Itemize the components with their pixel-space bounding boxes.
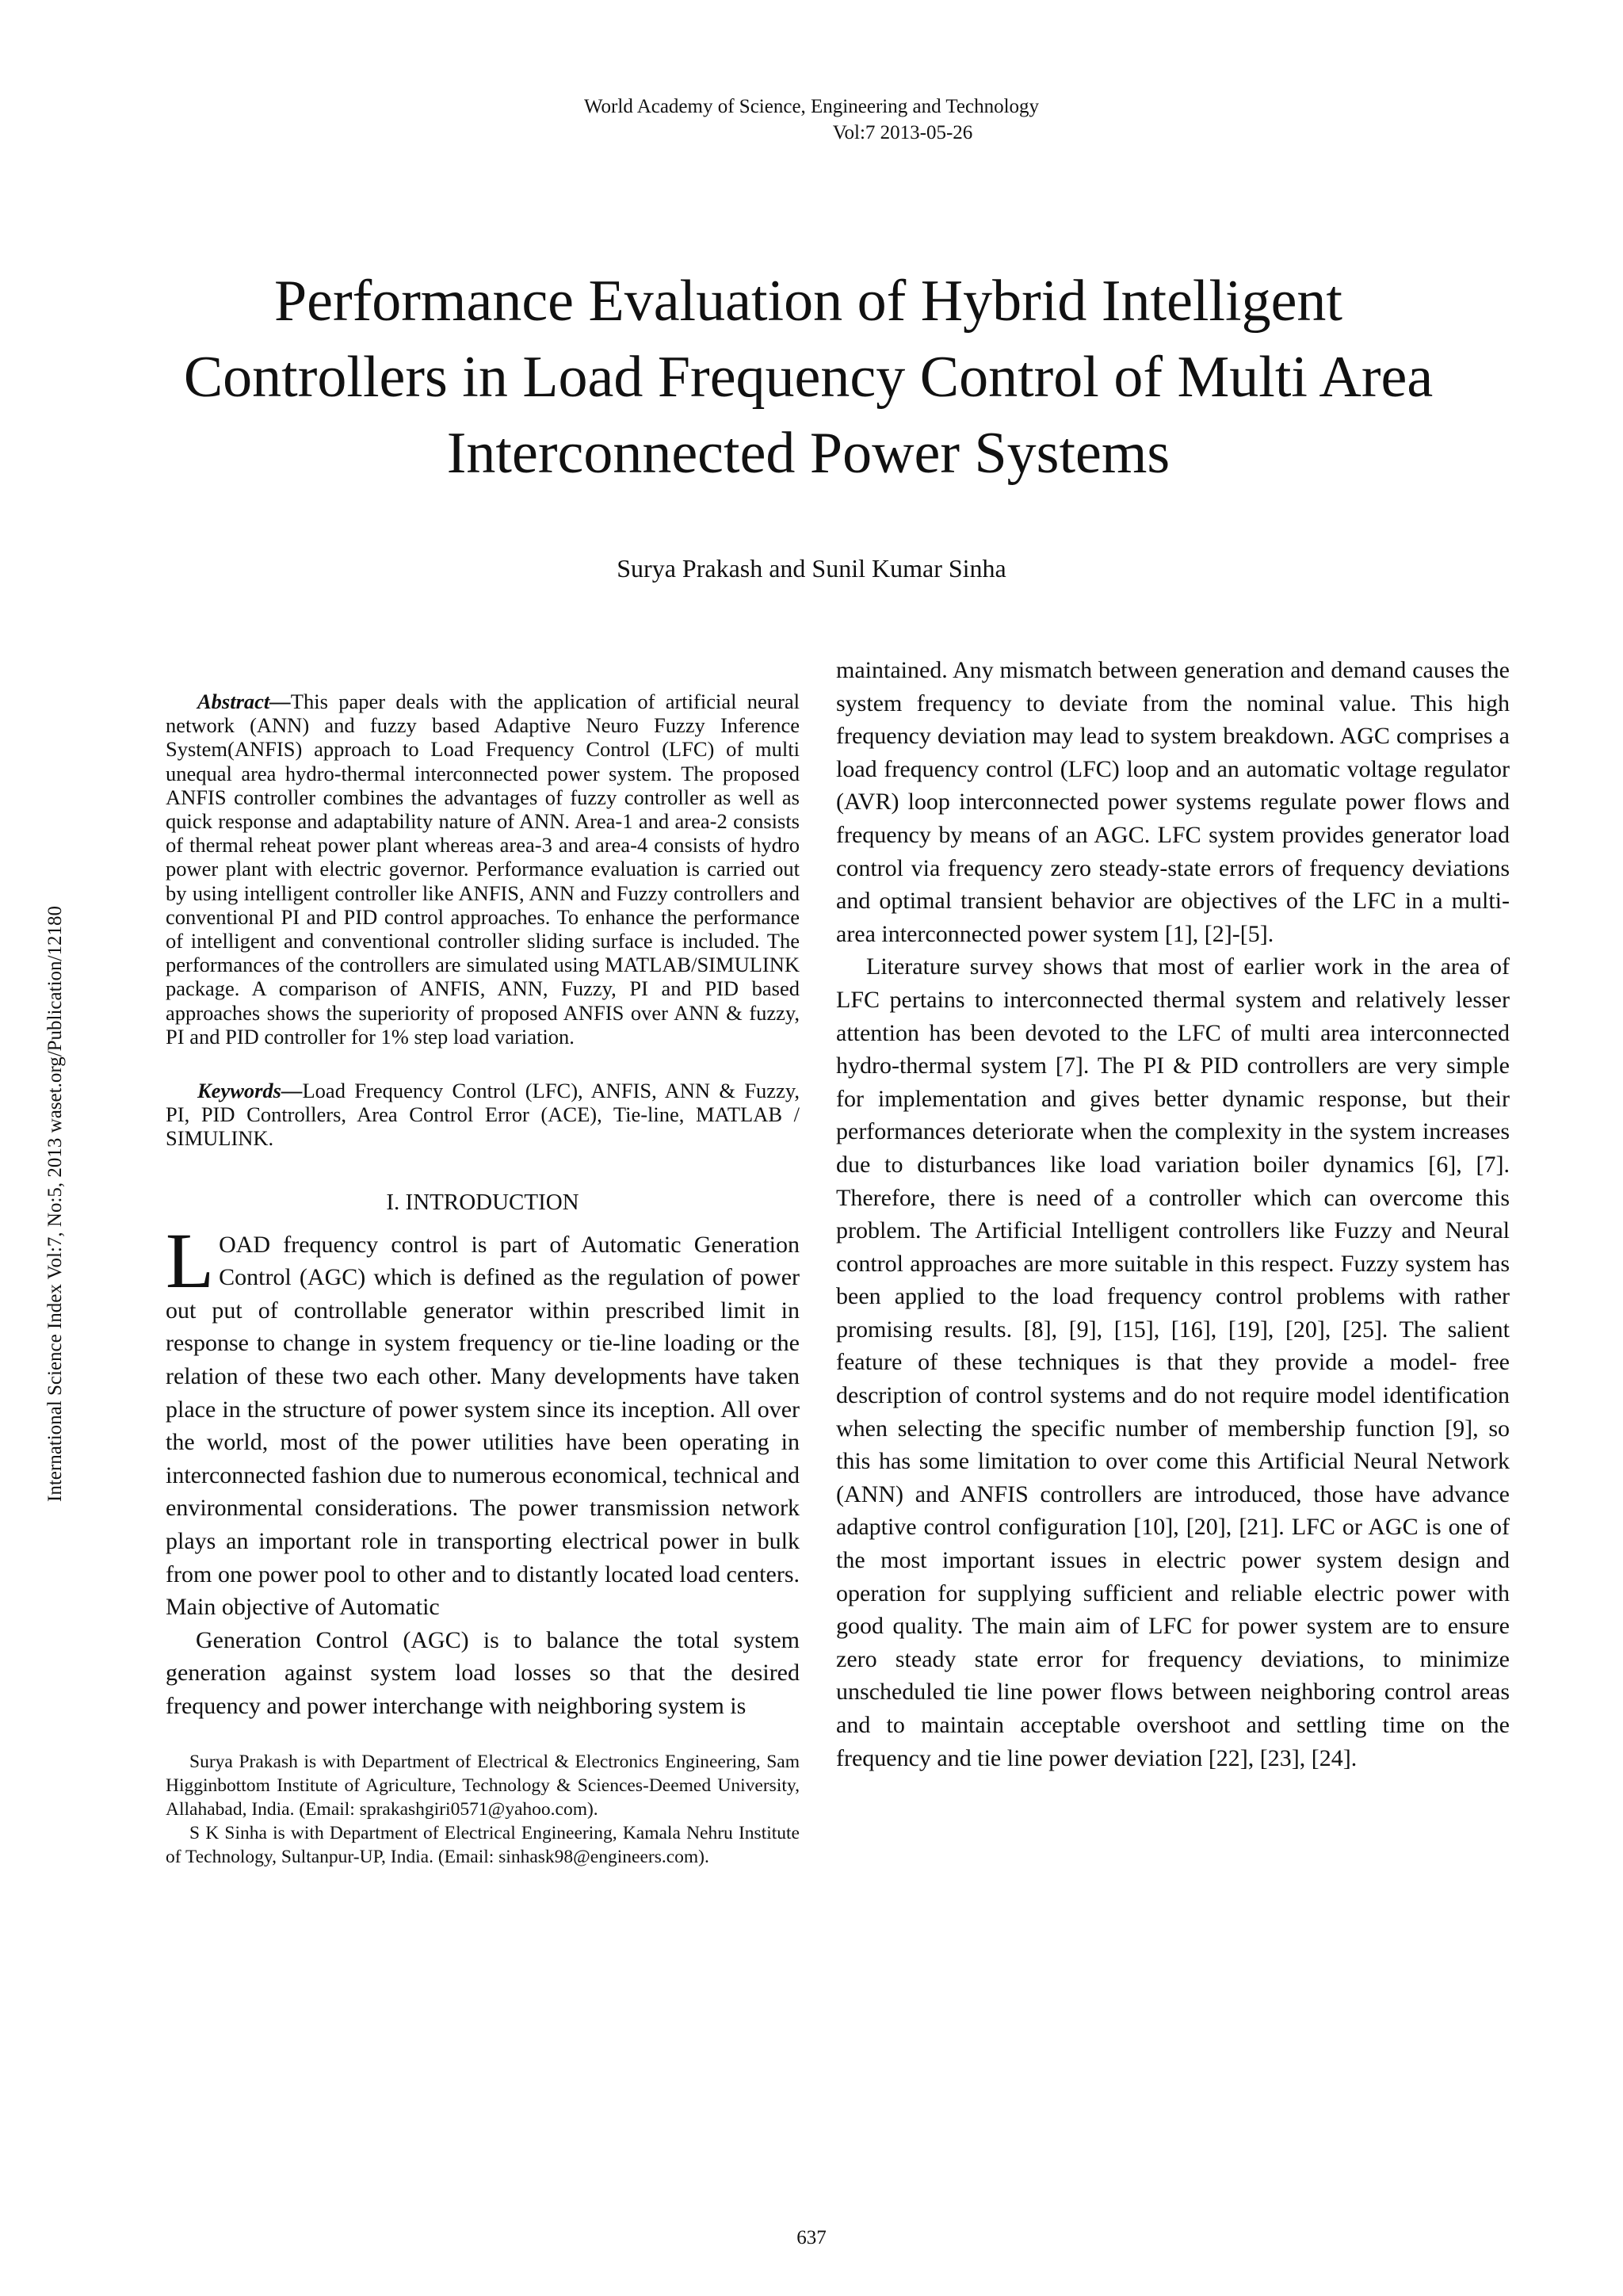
side-index-note: International Science Index Vol:7, No:5, 2013 waset.org/Publication/12180: [44, 906, 66, 1502]
keywords-label: Keywords: [197, 1079, 281, 1103]
right-paragraph-2: Literature survey shows that most of earlier work in the area of LFC pertains to interconnected thermal system and relatively lesser attention has been devoted to the LFC of multi area interconnected hydro-thermal system [7]. The PI & PID controllers are very simple for implementation and gives better dynamic response, but their performances deteriorate when the complexity in the system increases due to disturbances like load variation boiler dynamics [6], [7]. Therefore, there is need of a controller which can overcome this problem. The Artificial Intelligent controllers like Fuzzy and Neural control approaches are more suitable in this respect. Fuzzy system has been applied to the load frequency control problems with rather promising results. [8], [9], [15], [16], [19], [20], [25]. The salient feature of these techniques is that they provide a model- free description of control systems and do not require model identification when selecting the specific number of membership function [9], so this has some limitation to over come this Artificial Neural Network (ANN) and ANFIS controllers are introduced, those have advance adaptive control configuration [10], [20], [21]. LFC or AGC is one of the most important issues in electric power system design and operation for supplying sufficient and reliable electric power with good quality. The main aim of LFC for power system are to ensure zero steady state error for frequency deviations, to minimize unscheduled tie line power flows between neighboring control areas and to maintain acceptable overshoot and settling time on the frequency and tie line power deviation [22], [23], [24].: [836, 953, 1510, 1771]
journal-name: World Academy of Science, Engineering and Technology: [583, 96, 1040, 117]
drop-cap: L: [166, 1216, 215, 1305]
introduction-heading: [166, 1189, 800, 1216]
paper-title: Performance Evaluation of Hybrid Intelligent Controllers in Load Frequency Control of Multi Area Interconnected Power Systems: [183, 269, 1434, 486]
journal-header: [0, 94, 1623, 146]
keywords: [166, 1079, 800, 1151]
right-paragraph-1: maintained. Any mismatch between generation and demand causes the system frequency to deviate from the nominal value. This high frequency deviation may lead to system breakdown. AGC comprises a load frequency control (LFC) loop and an automatic voltage regulator (AVR) loop interconnected power systems regulate power flows and frequency by means of an AGC. LFC system provides generator load control via frequency zero steady-state errors of frequency deviations and optimal transient behavior are objectives of the LFC in a multi-area interconnected power system [1], [2]-[5].: [836, 657, 1510, 947]
right-column: [836, 654, 1510, 1775]
introduction-paragraph-1: [166, 1216, 800, 1624]
journal-volume: Vol:7 2013-05-26: [832, 122, 973, 143]
abstract: [166, 690, 800, 1049]
keywords-text: Load Frequency Control (LFC), ANFIS, ANN & Fuzzy, PI, PID Controllers, Area Control Error (ACE), Tie-line, MATLAB / SIMULINK.: [166, 1079, 800, 1151]
introduction-paragraph-1-text: OAD frequency control is part of Automatic Generation Control (AGC) which is defined as the regulation of power out put of controllable generator within prescribed limit in response to change in system frequency or tie-line loading or the relation of these two each other. Many developments have taken place in the structure of power system since its inception. All over the world, most of the power utilities have been operating in interconnected fashion due to numerous economical, technical and environmental considerations. The power transmission network plays an important role in transporting electrical power in bulk from one power pool to other and to distantly located load centers. Main objective of Automatic: [166, 1231, 800, 1621]
keywords-dash: —: [281, 1079, 303, 1103]
abstract-label: Abstract: [197, 690, 270, 713]
abstract-dash: —: [269, 690, 291, 713]
introduction-heading-text: NTRODUCTION: [413, 1189, 579, 1215]
page-number: 637: [796, 2227, 827, 2248]
footnote-first-author: Surya Prakash is with Department of Electrical & Electronics Engineering, Sam Higginbottom Institute of Agriculture, Technology & Sciences-Deemed University, Allahabad, India. (Email: sprakashgiri0571@yahoo.com).: [166, 1751, 800, 1820]
author-footnotes: [166, 1750, 800, 1869]
footnote-second-author: S K Sinha is with Department of Electrical Engineering, Kamala Nehru Institute of Technology, Sultanpur-UP, India. (Email: sinhask98@engineers.com).: [166, 1822, 800, 1867]
paper-authors: Surya Prakash and Sunil Kumar Sinha: [617, 554, 1006, 583]
abstract-text: This paper deals with the application of artificial neural network (ANN) and fuzzy based Adaptive Neuro Fuzzy Inference System(ANFIS) approach to Load Frequency Control (LFC) of multi unequal area hydro-thermal interconnected power system. The proposed ANFIS controller combines the advantages of fuzzy controller as well as quick response and adaptability nature of ANN. Area-1 and area-2 consists of thermal reheat power plant whereas area-3 and area-4 consists of hydro power plant with electric governor. Performance evaluation is carried out by using intelligent controller like ANFIS, ANN and Fuzzy controllers and conventional PI and PID control approaches. To enhance the performance of intelligent and conventional controller sliding surface is included. The performances of the controllers are simulated using MATLAB/SIMULINK package. A comparison of ANFIS, ANN, Fuzzy, PI and PID based approaches shows the superiority of proposed ANFIS over ANN & fuzzy, PI and PID controller for 1% step load variation.: [166, 690, 800, 1049]
introduction-number: I. I: [386, 1189, 414, 1215]
left-column: [166, 690, 800, 1869]
introduction-paragraph-2: Generation Control (AGC) is to balance the total system generation against system load losses so that the desired frequency and power interchange with neighboring system is: [166, 1626, 800, 1719]
